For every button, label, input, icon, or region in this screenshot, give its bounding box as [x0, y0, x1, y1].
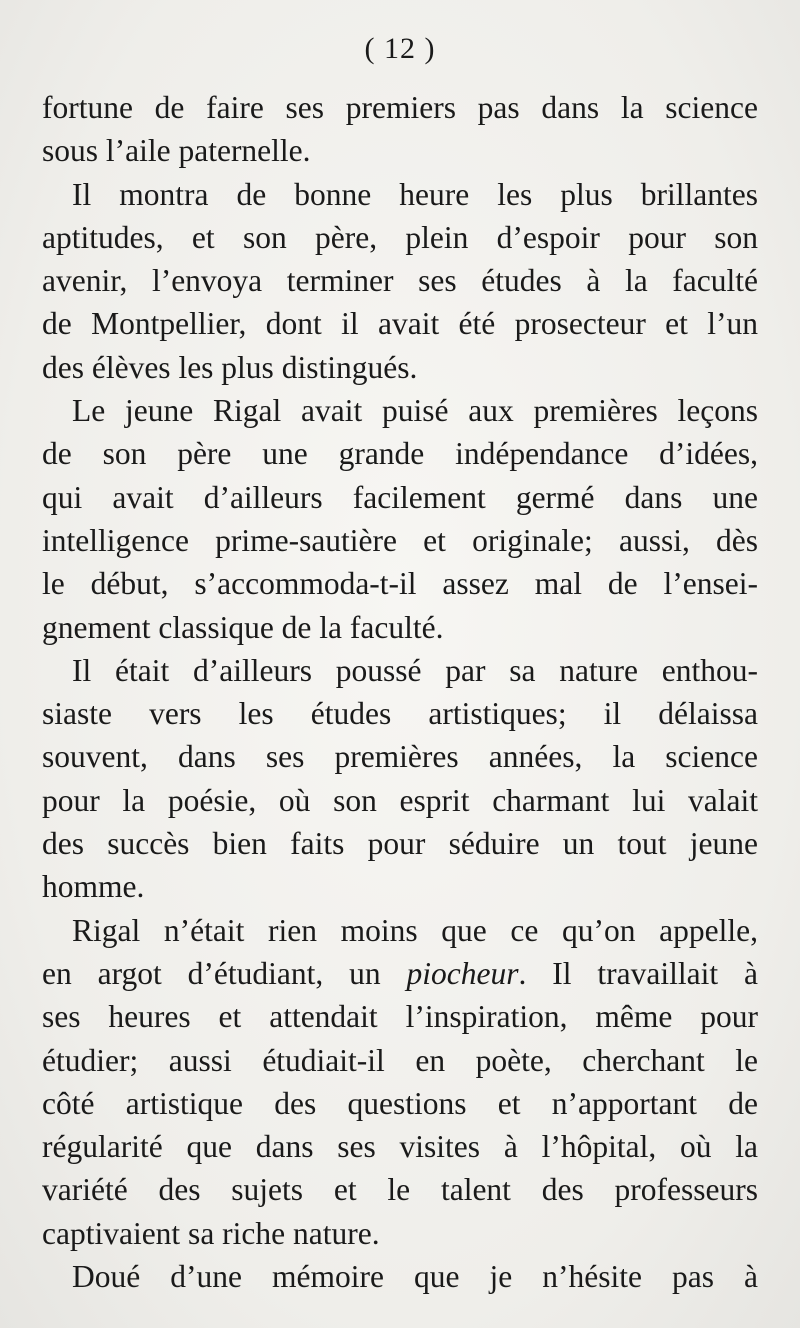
text-line: captivaient sa riche nature. — [42, 1215, 380, 1251]
paragraph-start-line: Rigal n’était rien moins que ce qu’on appelle, — [72, 912, 758, 948]
text-line: le début, s’accommoda-t-il assez mal de l’ensei- — [42, 566, 758, 602]
text-line: variété des sujets et le talent des professeurs — [42, 1172, 758, 1208]
text-line: régularité que dans ses visites à l’hôpital, où la — [42, 1129, 758, 1165]
text-line: des élèves les plus distingués. — [42, 349, 418, 385]
text-line: pour la poésie, où son esprit charmant lui valait — [42, 782, 758, 818]
text-line: sous l’aile paternelle. — [42, 133, 311, 169]
text-line: aptitudes, et son père, plein d’espoir pour son — [42, 219, 758, 255]
text-line: avenir, l’envoya terminer ses études à la faculté — [42, 263, 758, 299]
text-line: siaste vers les études artistiques; il délaissa — [42, 696, 758, 732]
text-line: de son père une grande indépendance d’idées, — [42, 436, 758, 472]
paragraph-start-line: Il était d’ailleurs poussé par sa nature enthou- — [72, 652, 758, 688]
paragraph-start-line: Doué d’une mémoire que je n’hésite pas à — [72, 1259, 758, 1295]
text-line: gnement classique de la faculté. — [42, 609, 444, 645]
body-text — [42, 86, 758, 1298]
text-line: de Montpellier, dont il avait été prosecteur et l’un — [42, 306, 758, 342]
text-line: qui avait d’ailleurs facilement germé dans une — [42, 479, 758, 515]
text-line: des succès bien faits pour séduire un tout jeune — [42, 826, 758, 862]
text-line: côté artistique des questions et n’apportant de — [42, 1085, 758, 1121]
text-line-with-italic — [42, 952, 758, 995]
text-segment: en argot d’étudiant, un — [42, 955, 407, 991]
paragraph-start-line: Le jeune Rigal avait puisé aux premières leçons — [72, 393, 758, 429]
page-number: ( 12 ) — [364, 32, 436, 65]
text-line: fortune de faire ses premiers pas dans la science — [42, 90, 758, 125]
text-line: souvent, dans ses premières années, la science — [42, 739, 758, 775]
text-line: homme. — [42, 869, 145, 905]
text-line: étudier; aussi étudiait-il en poète, cherchant le — [42, 1042, 758, 1078]
italic-word: piocheur — [406, 955, 519, 991]
text-line: ses heures et attendait l’inspiration, même pour — [42, 999, 758, 1035]
paragraph-start-line: Il montra de bonne heure les plus brillantes — [72, 176, 758, 212]
text-line: intelligence prime-sautière et originale; aussi, dès — [42, 522, 758, 558]
text-segment: . Il travaillait à — [518, 955, 759, 991]
